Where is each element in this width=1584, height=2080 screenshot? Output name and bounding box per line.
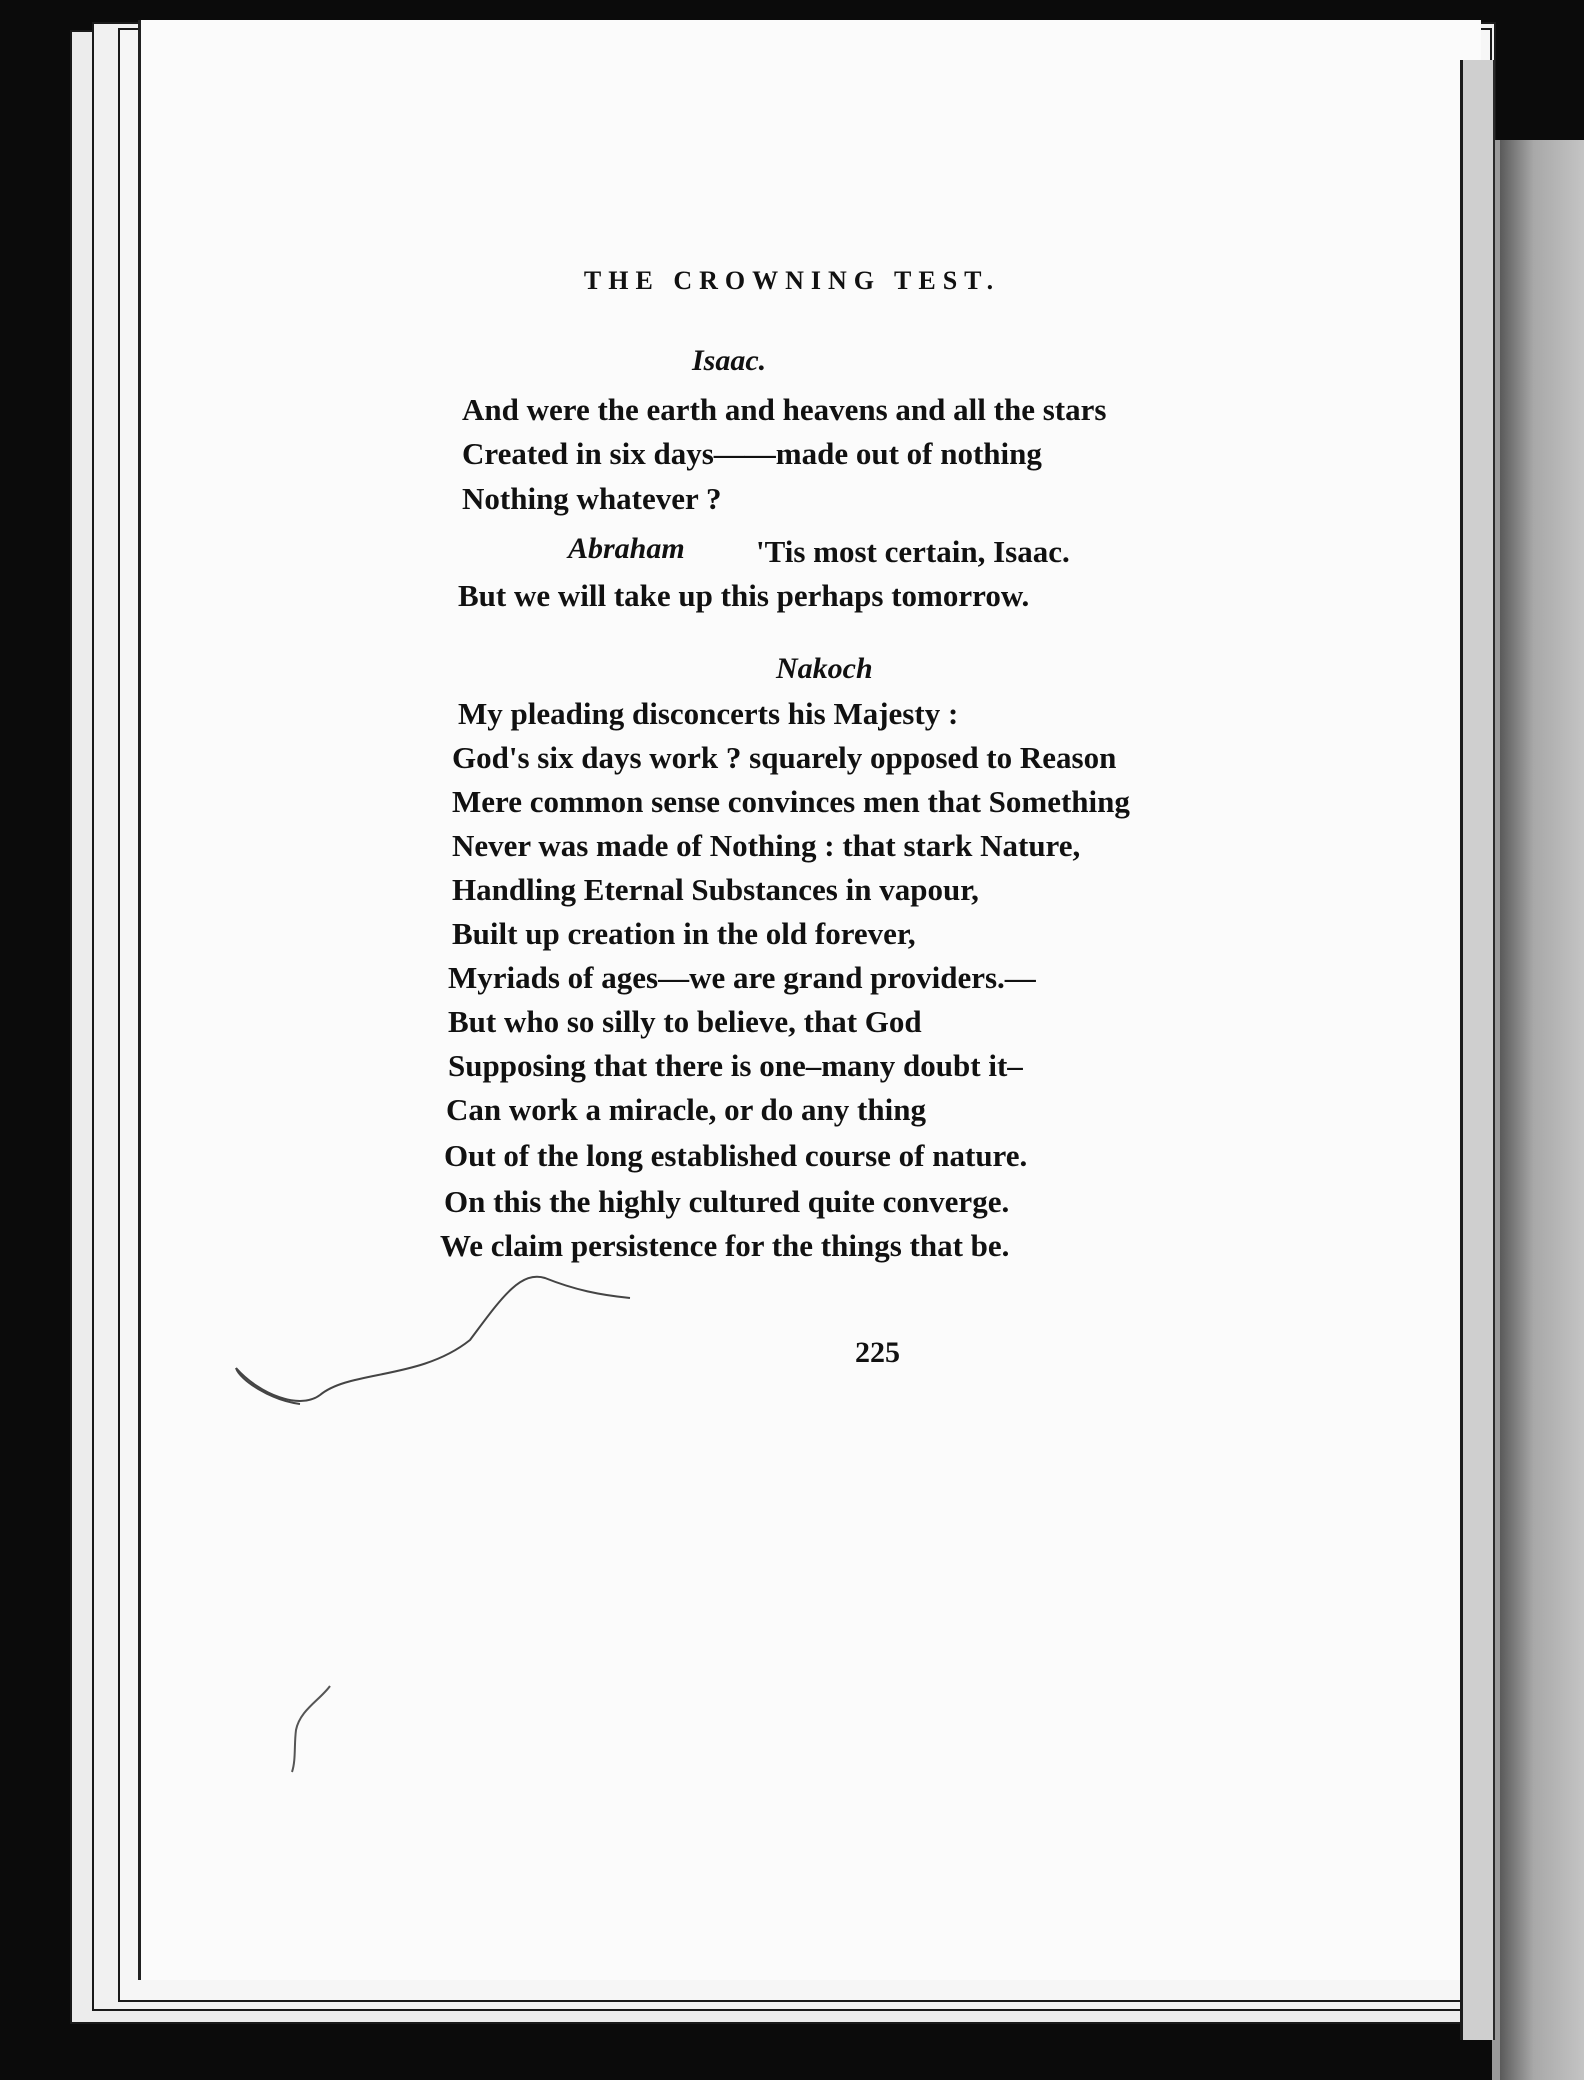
verse-line: Out of the long established course of nature.	[444, 1138, 1028, 1173]
verse-line: Myriads of ages—we are grand providers.—	[448, 960, 1036, 995]
verse-line: We claim persistence for the things that be.	[440, 1228, 1010, 1263]
verse-line: Can work a miracle, or do any thing	[446, 1092, 926, 1127]
verse-line: My pleading disconcerts his Majesty :	[458, 696, 959, 731]
verse-line: Handling Eternal Substances in vapour,	[452, 872, 979, 907]
verse-line: Created in six days——made out of nothing	[462, 436, 1042, 471]
verse-line: Supposing that there is one–many doubt it–	[448, 1048, 1023, 1083]
speaker-nakoch: Nakoch	[776, 652, 873, 685]
verse-line: But we will take up this perhaps tomorrow.	[458, 578, 1030, 613]
speaker-abraham: Abraham	[568, 532, 685, 565]
verse-line: Nothing whatever ?	[462, 481, 722, 516]
verse-line: Never was made of Nothing : that stark Nature,	[452, 828, 1081, 863]
speaker-isaac: Isaac.	[692, 344, 767, 377]
running-head: THE CROWNING TEST.	[583, 266, 1001, 295]
verse-line: God's six days work ? squarely opposed to Reason	[452, 740, 1117, 775]
page-number: 225	[855, 1336, 900, 1369]
verse-line: Mere common sense convinces men that Something	[452, 784, 1130, 819]
verse-line: 'Tis most certain, Isaac.	[756, 534, 1070, 569]
verse-line: And were the earth and heavens and all the stars	[462, 392, 1107, 427]
verse-line: Built up creation in the old forever,	[452, 916, 916, 951]
verse-line: On this the highly cultured quite converge.	[444, 1184, 1010, 1219]
verse-line: But who so silly to believe, that God	[448, 1004, 922, 1039]
